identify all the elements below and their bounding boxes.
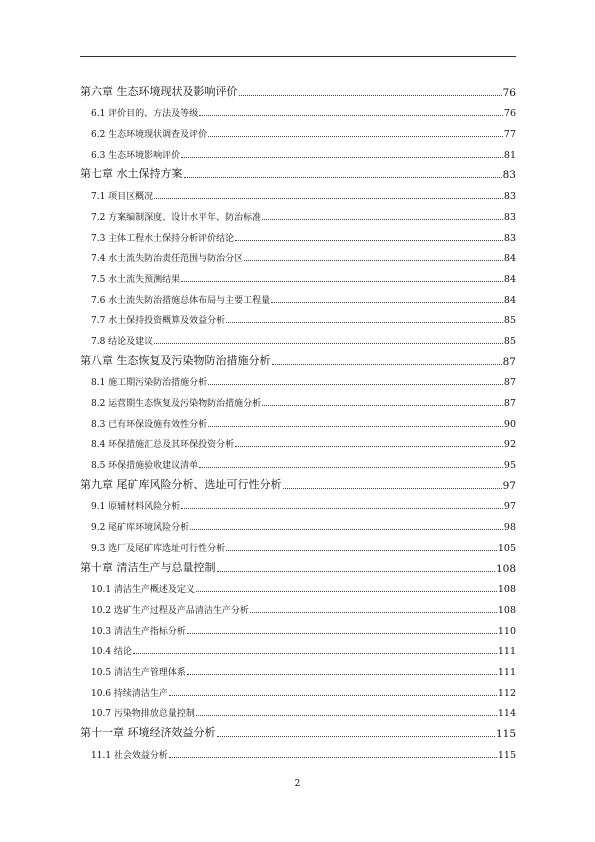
toc-entry-page-number: 92 [503,439,516,451]
toc-entry-title: 第十章 清洁生产与总量控制 [80,560,216,574]
toc-dot-leader [226,322,503,323]
toc-entry-page-number: 108 [497,584,516,596]
toc-entry-page-number: 83 [503,232,516,244]
toc-section-entry[interactable] [80,411,516,432]
toc-chapter-entry[interactable] [80,473,516,494]
toc-dot-leader [169,695,497,696]
table-of-contents [80,80,516,763]
toc-section-entry[interactable] [80,639,516,660]
toc-entry-page-number: 83 [503,191,516,203]
toc-entry-page-number: 112 [497,687,516,699]
toc-dot-leader [154,198,503,199]
toc-dot-leader [271,302,503,303]
toc-entry-title: 7.7 水土保持投资概算及效益分析 [91,316,226,327]
toc-section-entry[interactable] [80,204,516,225]
toc-dot-leader [250,612,497,613]
toc-entry-page-number: 115 [497,749,516,761]
toc-entry-title: 10.7 污染物排放总量控制 [91,709,195,720]
toc-dot-leader [181,508,503,509]
toc-entry-page-number: 108 [495,562,516,575]
toc-section-entry[interactable] [80,432,516,453]
toc-dot-leader [208,136,503,137]
toc-entry-title: 10.3 清洁生产指标分析 [91,626,186,637]
toc-section-entry[interactable] [80,680,516,701]
toc-section-entry[interactable] [80,659,516,680]
toc-dot-leader [239,95,502,96]
toc-dot-leader [154,343,503,344]
toc-entry-title: 6.1 评价目的、方法及等级 [91,109,199,120]
toc-entry-page-number: 115 [495,728,516,740]
toc-section-entry[interactable] [80,390,516,411]
toc-chapter-entry[interactable] [80,721,516,742]
toc-entry-title: 10.1 清洁生产概述及定义 [91,585,195,596]
toc-dot-leader [169,757,497,758]
toc-section-entry[interactable] [80,183,516,204]
toc-dot-leader [184,177,502,178]
toc-entry-title: 7.8 结论及建议 [91,336,154,347]
toc-entry-title: 6.2 生态环境现状调查及评价 [91,130,208,141]
toc-entry-title: 10.6 持续清洁生产 [91,688,168,699]
toc-section-entry[interactable] [80,308,516,329]
toc-entry-page-number: 83 [503,211,516,223]
toc-entry-title: 7.1 项目区概况 [91,192,154,203]
toc-entry-title: 10.2 选矿生产过程及产品清洁生产分析 [91,605,249,616]
page-number: 2 [294,779,301,789]
toc-dot-leader [208,384,503,385]
toc-dot-leader [208,426,503,427]
toc-entry-page-number: 83 [502,169,516,182]
toc-entry-title: 11.1 社会效益分析 [91,750,168,761]
toc-chapter-entry[interactable] [80,163,516,184]
toc-entry-page-number: 87 [503,377,516,389]
toc-dot-leader [226,550,497,551]
toc-dot-leader [181,157,503,158]
toc-dot-leader [196,715,497,716]
toc-section-entry[interactable] [80,577,516,598]
toc-section-entry[interactable] [80,514,516,535]
toc-entry-page-number: 77 [503,129,516,141]
toc-entry-title: 9.2 尾矿库环境风险分析 [91,523,190,534]
toc-entry-title: 第六章 生态环境现状及影响评价 [80,84,238,98]
toc-dot-leader [262,219,503,220]
toc-entry-title: 第七章 水土保持方案 [80,167,183,181]
toc-section-entry[interactable] [80,535,516,556]
toc-chapter-entry[interactable] [80,349,516,370]
toc-entry-page-number: 114 [497,708,516,720]
toc-entry-page-number: 85 [503,335,516,347]
toc-entry-page-number: 81 [503,149,516,161]
toc-dot-leader [196,591,497,592]
toc-dot-leader [187,633,497,634]
toc-entry-title: 6.3 生态环境影响评价 [91,150,181,161]
toc-entry-page-number: 85 [503,315,516,327]
toc-entry-title: 8.3 已有环保设施有效性分析 [91,419,208,430]
toc-dot-leader [272,364,502,365]
toc-dot-leader [199,115,503,116]
toc-entry-page-number: 111 [497,666,516,678]
toc-entry-page-number: 87 [502,355,516,368]
toc-entry-page-number: 90 [503,418,516,430]
toc-dot-leader [262,405,503,406]
toc-dot-leader [187,674,497,675]
toc-section-entry[interactable] [80,701,516,722]
toc-entry-page-number: 105 [497,542,516,554]
toc-dot-leader [181,281,503,282]
toc-section-entry[interactable] [80,328,516,349]
toc-section-entry[interactable] [80,618,516,639]
toc-entry-title: 8.4 环保措施汇总及其环保投资分析 [91,440,235,451]
toc-entry-page-number: 87 [503,398,516,409]
toc-section-entry[interactable] [80,246,516,267]
toc-section-entry[interactable] [80,597,516,618]
toc-entry-title: 9.3 选厂及尾矿库选址可行性分析 [91,543,226,554]
toc-entry-page-number: 95 [503,460,516,472]
toc-entry-page-number: 84 [503,273,516,285]
toc-entry-page-number: 84 [503,253,516,265]
toc-entry-page-number: 97 [503,501,516,513]
toc-entry-title: 10.5 清洁生产管理体系 [91,667,186,678]
toc-entry-title: 9.1 原辅材料风险分析 [91,502,181,513]
toc-section-entry[interactable] [80,287,516,308]
toc-entry-page-number: 111 [497,646,516,658]
toc-entry-page-number: 108 [497,604,516,616]
toc-entry-title: 8.5 环保措施验收建议清单 [91,461,199,472]
toc-entry-page-number: 98 [503,522,516,534]
toc-entry-title: 第十一章 环境经济效益分析 [80,726,216,739]
toc-entry-title: 7.6 水土流失防治措施总体布局与主要工程量 [91,295,271,306]
toc-dot-leader [283,488,502,489]
toc-entry-title: 第八章 生态恢复及污染物防治措施分析 [80,353,271,367]
toc-section-entry[interactable] [80,494,516,515]
toc-section-entry[interactable] [80,225,516,246]
toc-entry-title: 7.5 水土流失预测结果 [91,274,181,285]
toc-dot-leader [190,529,503,530]
toc-entry-title: 7.4 水土流失防治责任范围与防治分区 [91,254,244,265]
toc-entry-title: 10.4 结论 [91,647,132,658]
toc-section-entry[interactable] [80,266,516,287]
toc-entry-title: 7.2 方案编制深度、设计水平年、防治标准 [91,212,262,223]
toc-entry-page-number: 97 [502,479,516,492]
toc-dot-leader [217,736,495,737]
toc-entry-title: 7.3 主体工程水土保持分析评价结论 [91,233,235,244]
toc-section-entry[interactable] [80,101,516,122]
toc-entry-page-number: 76 [502,86,516,99]
toc-dot-leader [217,571,495,572]
toc-section-entry[interactable] [80,142,516,163]
toc-section-entry[interactable] [80,452,516,473]
toc-section-entry[interactable] [80,121,516,142]
toc-dot-leader [235,446,503,447]
toc-chapter-entry[interactable] [80,80,516,101]
toc-chapter-entry[interactable] [80,556,516,577]
toc-entry-page-number: 76 [503,108,516,120]
toc-dot-leader [199,467,503,468]
toc-entry-title: 第九章 尾矿库风险分析、选址可行性分析 [80,477,282,491]
toc-entry-page-number: 110 [497,625,516,637]
toc-section-entry[interactable] [80,742,516,763]
toc-entry-title: 8.1 施工期污染防治措施分析 [91,378,208,389]
toc-dot-leader [244,260,503,261]
toc-dot-leader [235,240,503,241]
toc-entry-title: 8.2 运营期生态恢复及污染物防治措施分析 [91,399,262,409]
toc-section-entry[interactable] [80,370,516,391]
header-rule [80,56,516,57]
toc-entry-page-number: 84 [503,294,516,306]
toc-dot-leader [133,653,497,654]
